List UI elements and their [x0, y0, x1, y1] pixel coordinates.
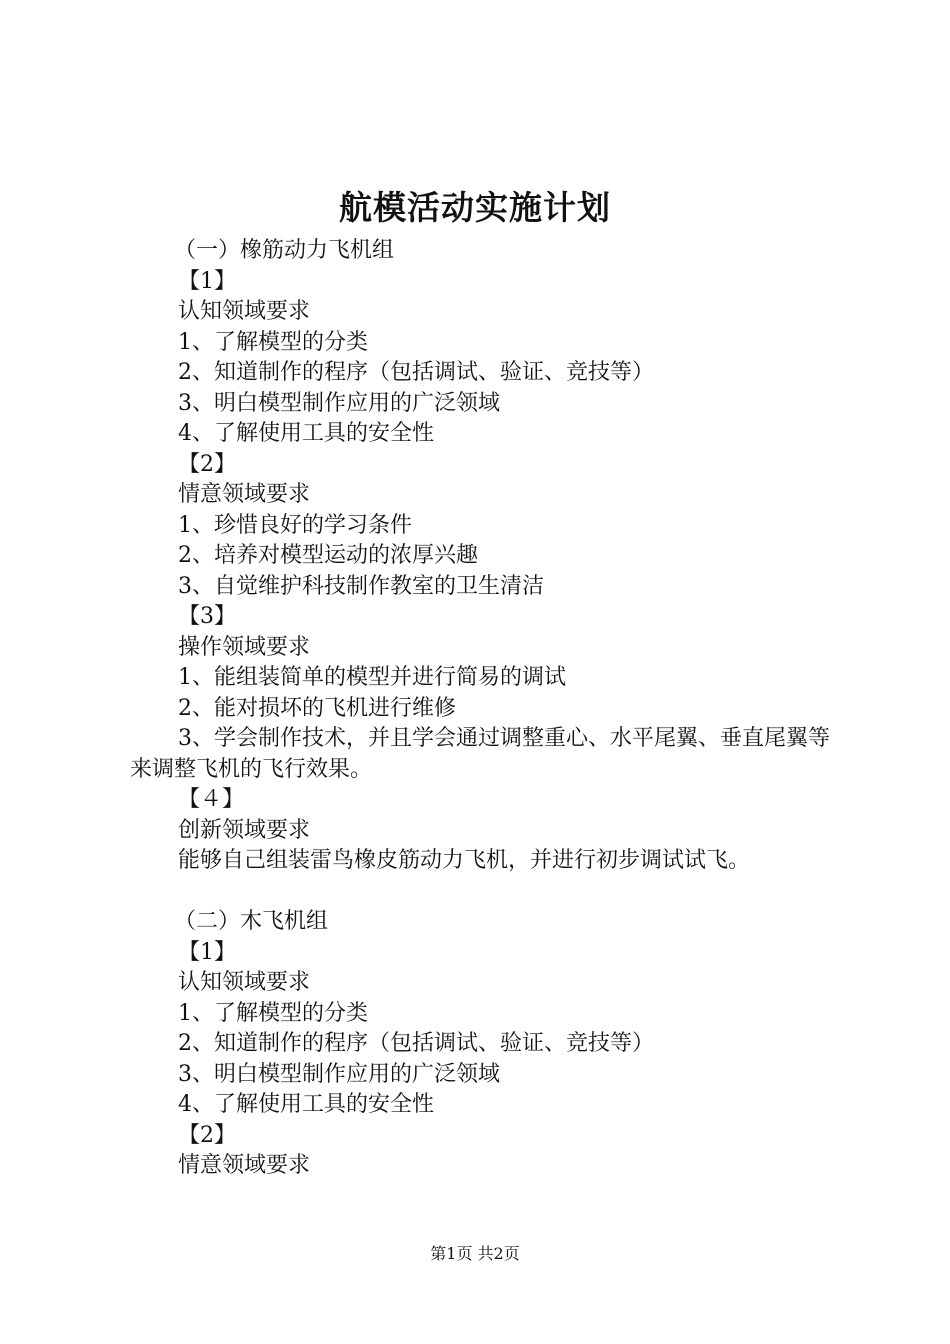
list-item-wrapped: 3、学会制作技术，并且学会通过调整重心、水平尾翼、垂直尾翼等来调整飞机的飞行效果。	[130, 726, 830, 782]
list-item: 3、自觉维护科技制作教室的卫生清洁	[178, 573, 544, 599]
item-marker: 【2】	[178, 1122, 236, 1148]
item-marker: 【４】	[178, 787, 245, 812]
domain-heading: 操作领域要求	[178, 634, 311, 660]
item-marker: 【2】	[178, 451, 236, 477]
list-item: 2、知道制作的程序（包括调试、验证、竞技等）	[178, 1031, 654, 1056]
section-heading: （二）木飞机组	[174, 909, 329, 934]
paragraph: 能够自己组装雷鸟橡皮筋动力飞机，并进行初步调试试飞。	[178, 848, 751, 873]
item-marker: 【1】	[178, 268, 236, 294]
list-item: 2、知道制作的程序（包括调试、验证、竞技等）	[178, 360, 654, 385]
list-item: 1、了解模型的分类	[178, 1000, 368, 1026]
item-marker: 【3】	[178, 604, 236, 629]
list-item: 4、了解使用工具的安全性	[178, 1092, 434, 1117]
list-item: 3、明白模型制作应用的广泛领域	[178, 1061, 500, 1087]
document-title: 航模活动实施计划	[339, 188, 611, 227]
domain-heading: 情意领域要求	[178, 1153, 311, 1178]
domain-heading: 认知领域要求	[178, 970, 311, 995]
domain-heading: 创新领域要求	[178, 817, 311, 843]
list-item: 1、珍惜良好的学习条件	[178, 512, 412, 538]
list-item: 4、了解使用工具的安全性	[178, 421, 434, 446]
section-spacer	[130, 877, 850, 908]
list-item: 2、能对损坏的飞机进行维修	[178, 695, 456, 721]
domain-heading: 情意领域要求	[178, 482, 311, 507]
document-body	[130, 236, 850, 1182]
list-item: 1、了解模型的分类	[178, 329, 368, 355]
page-footer: 第1页 共2页	[430, 1244, 520, 1263]
domain-heading: 认知领域要求	[178, 299, 311, 324]
list-item: 1、能组装简单的模型并进行简易的调试	[178, 665, 566, 690]
section-heading: （一）橡筋动力飞机组	[174, 238, 395, 263]
list-item: 2、培养对模型运动的浓厚兴趣	[178, 543, 478, 568]
list-item: 3、明白模型制作应用的广泛领域	[178, 390, 500, 416]
item-marker: 【1】	[178, 939, 236, 965]
